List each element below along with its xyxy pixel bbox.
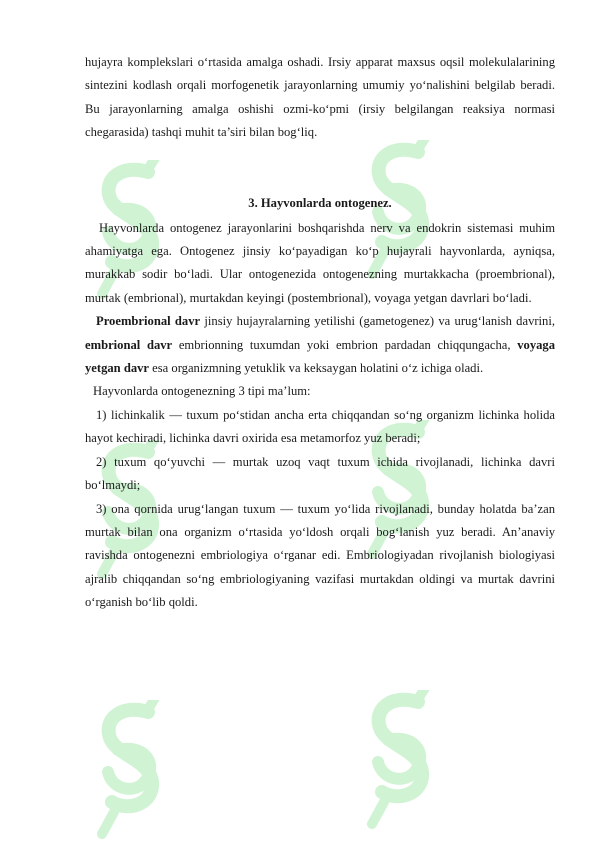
watermark-section-sign-icon <box>88 700 178 840</box>
periods-text-2: embrionning tuxumdan yoki embrion pardadan chiqqungacha, <box>172 337 518 352</box>
periods-text-1: jinsiy hujayralarning yetilishi (gametogenez) va urug‘lanish davrini, <box>200 314 555 329</box>
type-2-paragraph: 2) tuxum qo‘yuvchi — murtak uzoq vaqt tuxum ichida rivojlanadi, lichinka davri bo‘lmaydi; <box>85 454 555 493</box>
periods-paragraph <box>85 310 555 380</box>
term-voyaga-yetgan: voyaga yetgan davr <box>85 337 555 376</box>
type-1-paragraph: 1) lichinkalik — tuxum po‘stidan ancha erta chiqqandan so‘ng organizm lichinka holida hayot kechiradi, lichinka davri oxirida esa metamorfoz yuz beradi; <box>85 407 555 446</box>
types-intro-paragraph: Hayvonlarda ontogenezning 3 tipi ma’lum: <box>93 384 311 399</box>
watermark-section-sign-icon <box>358 690 448 830</box>
ontogenez-paragraph: Hayvonlarda ontogenez jarayonlarini boshqarishda nerv va endokrin sistemasi muhim ahamiyatga ega. Ontogenez jinsiy ko‘payadigan ko‘p hujayrali hayvonlarda, ayniqsa, murakkab sodir bo‘ladi. Ular ontogenezida ontogenezning murtakkacha (proembrional), murtak (embrional), murtakdan keyingi (postembrional), voyaga yetgan davrlari bo‘ladi. <box>85 220 555 305</box>
document-page <box>85 51 555 615</box>
periods-text-3: esa organizmning yetuklik va keksaygan holatini o‘z ichiga oladi. <box>149 361 484 376</box>
intro-paragraph: hujayra komplekslari o‘rtasida amalga oshadi. Irsiy apparat maxsus oqsil molekulalarining sintezini kodlash orqali morfogenetik jarayonlarning umumiy yo‘nalishini belgilab beradi. Bu jarayonlarning amalga oshishi ozmi-ko‘pmi (irsiy belgilangan reaksiya normasi chegarasida) tashqi muhit ta’siri bilan bog‘liq. <box>85 55 555 140</box>
term-embrional: embrional davr <box>85 337 173 352</box>
term-proembrional: Proembrional davr <box>96 314 201 329</box>
type-3-paragraph: 3) ona qornida urug‘langan tuxum — tuxum yo‘lida rivojlanadi, bunday holatda ba’zan murtak bilan ona organizm o‘rtasida yo‘ldosh orqali bog‘lanish yuz beradi. An’anaviy ravishda ontogenezni embriologiya o‘rganar edi. Embriologiyadan rivojlanish biologiyasi ajralib chiqqandan so‘ng embriologiyaning vazifasi murtakdan oldingi va murtak davrini o‘rganish bo‘lib qoldi. <box>85 501 555 610</box>
section-heading: 3. Hayvonlarda ontogenez. <box>248 195 392 210</box>
